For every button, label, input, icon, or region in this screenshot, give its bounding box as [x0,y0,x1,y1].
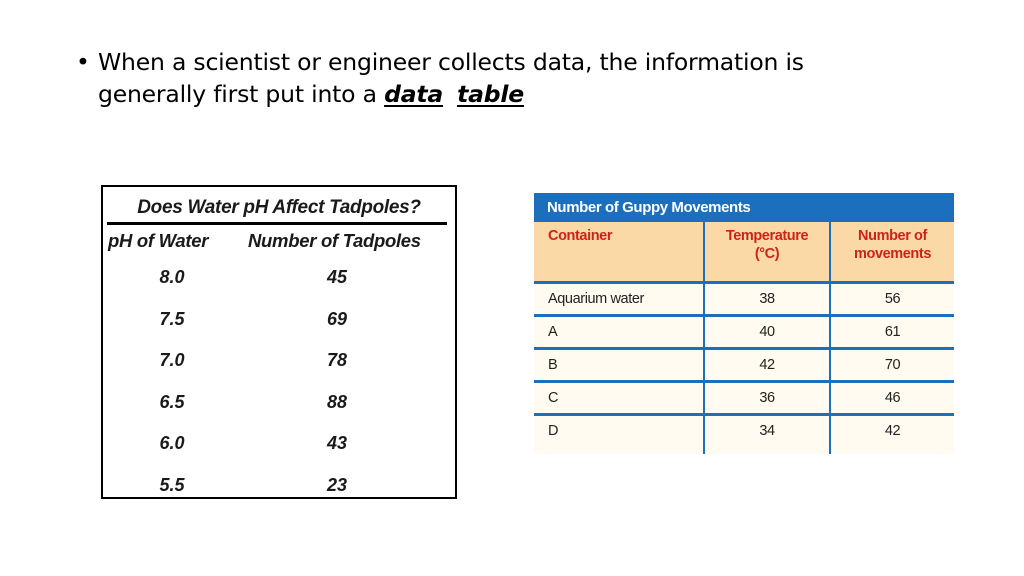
count-cell: 88 [326,391,348,412]
guppy-table-title: Number of Guppy Movements [534,193,954,222]
ph-cell: 7.0 [159,350,185,370]
tadpole-title-rule [107,222,447,225]
bullet-dot-icon: • [76,48,90,76]
tadpole-header-count: Number of Tadpoles [248,230,421,251]
guppy-table-header [534,222,954,281]
bullet-line-1-text: When a scientist or engineer collects data, the information is [98,48,804,76]
header-movements-line-1: Number of [858,228,927,244]
tadpole-rows [103,257,455,506]
container-cell: D [548,423,559,439]
header-temperature [704,227,830,263]
bullet-line-1 [76,46,876,78]
bullet-line-2 [76,78,876,110]
movements-cell: 61 [884,324,901,340]
table-row [103,340,455,382]
container-cell: Aquarium water [548,291,644,307]
container-cell: C [548,390,559,406]
header-temperature-line-2: (°C) [754,246,780,262]
movements-cell: 56 [884,291,901,307]
table-row [103,382,455,424]
ph-cell: 7.5 [159,308,185,329]
keyword-data: data [384,80,444,108]
movements-cell: 46 [884,390,901,406]
container-cell: B [548,357,558,373]
table-row [534,413,954,446]
temperature-cell: 40 [759,324,775,340]
tadpole-table-title: Does Water pH Affect Tadpoles? [137,197,421,218]
table-row [534,347,954,380]
bullet-text [76,46,876,110]
temperature-cell: 36 [759,390,775,406]
table-row [103,299,455,341]
bullet-line-2-prefix: generally first put into a [98,80,385,108]
table-row [534,380,954,413]
keyword-table: table [457,80,524,108]
header-movements-line-2: movements [854,246,931,262]
movements-cell: 42 [884,423,901,439]
header-temperature-line-1: Temperature [725,228,809,244]
guppy-column-divider [703,222,705,454]
ph-cell: 6.5 [159,391,185,412]
temperature-cell: 34 [759,423,775,439]
count-cell: 23 [326,474,348,495]
ph-cell: 5.5 [159,474,185,495]
guppy-table [534,193,954,454]
movements-cell: 70 [884,357,901,373]
count-cell: 78 [326,350,348,370]
guppy-rows [534,281,954,446]
temperature-cell: 42 [759,357,775,373]
temperature-cell: 38 [759,291,775,307]
count-cell: 69 [326,308,348,329]
count-cell: 43 [326,433,348,453]
count-cell: 45 [326,267,348,287]
tadpole-header-ph: pH of Water [108,230,209,251]
ph-cell: 6.0 [159,433,185,453]
table-row [103,257,455,299]
container-cell: A [548,324,558,340]
table-row [534,314,954,347]
tadpole-table [101,185,457,499]
header-movements [831,227,954,263]
table-row [103,465,455,507]
header-container: Container [548,228,613,244]
ph-cell: 8.0 [159,267,185,287]
table-row [534,281,954,314]
guppy-column-divider [829,222,831,454]
table-row [103,423,455,465]
